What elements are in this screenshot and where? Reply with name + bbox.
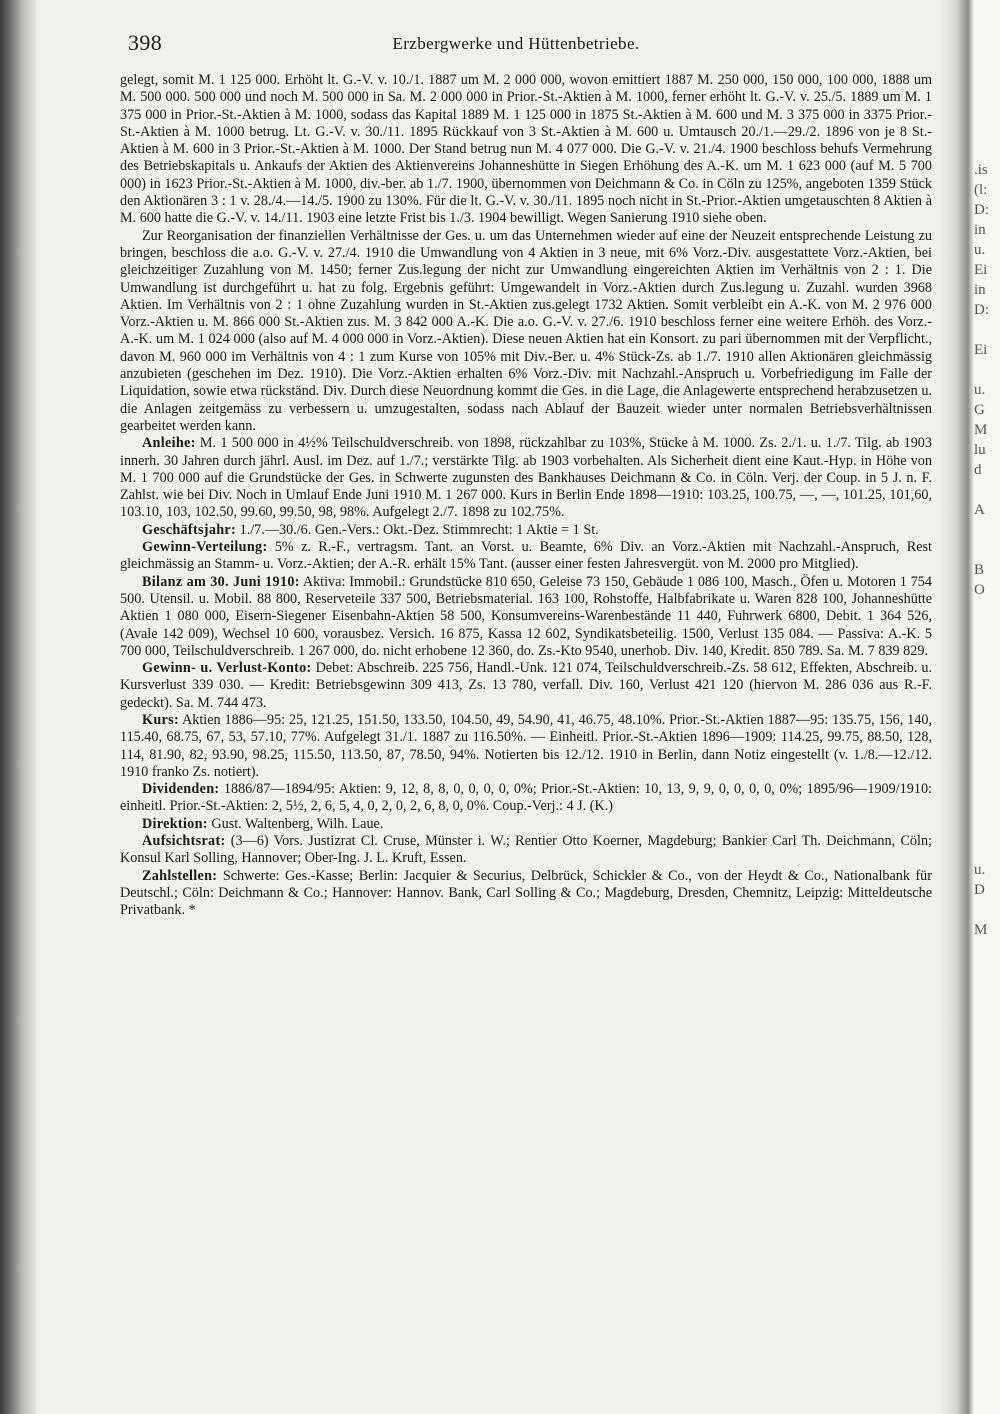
adjacent-page-edge — [938, 0, 1000, 1414]
paragraph-text: M. 1 500 000 in 4½% Teilschuldverschreib. von 1898, rückzahlbar zu 103%, Stücke à M. 1000. Zs. 2./1. u. 1./7. Tilg. ab 1903 innerh. 30 Jahren durch jährl. Ausl. im Dez. auf 1./7.; verstärkte Tilg. ab 1903 vorbehalten. Als Sicherheit dient eine Kaut.-Hyp. in Höhe von M. 1 700 000 auf die Grundstücke der Ges. in Schwerte zugunsten des Bankhauses Deichmann & Co. in Cöln. Verj. der Coup. in 5 J. n. F. Zahlst. wie bei Div. Noch in Umlauf Ende Juni 1910 M. 1 267 000. Kurs in Berlin Ende 1898—1910: 103.25, 100.75, —, —, 101.25, 101,60, 103.10, 103, 102.50, 99.60, 99.50, 98, 98%. Aufgelegt 2./7. 1898 zu 102.75%. — [120, 435, 932, 521]
paragraph-text: 5% z. R.-F., vertragsm. Tant. an Vorst. u. Beamte, 6% Div. an Vorz.-Aktien mit Nachzahl.-Anspruch, Rest gleichmässig an Stamm- u. Vorz.-Aktien; der A.-R. erhält 15% Tant. (ausser einer festen Jahresvergüt. von M. 2000 pro Mitglied). — [120, 539, 932, 573]
paragraph-text: Schwerte: Ges.-Kasse; Berlin: Jacquier & Securius, Delbrück, Schickler & Co., von der Heydt & Co., Nationalbank für Deutschl.; Cöln: Deichmann & Co.; Hannover: Hannov. Bank, Carl Solling & Co.; Magdeburg, Dresden, Chemnitz, Leipzig: Mitteldeutsche Privatbank. * — [120, 867, 932, 919]
section-heading: Aufsichtsrat: — [142, 833, 226, 850]
section-heading: Zahlstellen: — [142, 867, 218, 884]
paragraph — [120, 539, 932, 574]
paragraph-text: Aktien 1886—95: 25, 121.25, 151.50, 133.50, 104.50, 49, 54.90, 41, 46.75, 48.10%. Prior.-St.-Aktien 1887—95: 135.75, 156, 140, 115.40, 68.75, 67, 53, 57.10, 77%. Aufgelegt 31./1. 1887 zu 116.50%. — Einheitl. Prior.-St.-Aktien 1896—1909: 114.25, 99.75, 88.50, 128, 114, 81.90, 82, 93.90, 98.25, 115.50, 113.50, 87, 78.50, 94%. Notierten bis 12./12. 1910 in Berlin, dann Notiz eingestellt (v. 1./8.—12./12. 1910 franko Zs. notiert). — [120, 711, 932, 780]
page-header — [100, 24, 932, 64]
section-heading: Gewinn-Verteilung: — [142, 539, 268, 556]
paragraph — [120, 781, 932, 816]
paragraph — [120, 868, 932, 920]
paragraph — [120, 72, 932, 228]
paragraph — [120, 833, 932, 868]
paragraph — [120, 228, 932, 436]
paragraph — [120, 522, 932, 539]
paragraph-text: (3—6) Vors. Justizrat Cl. Cruse, Münster i. W.; Rentier Otto Koerner, Magdeburg; Bankier Carl Th. Deichmann, Cöln; Konsul Karl Solling, Hannover; Ober-Ing. J. L. Kruft, Essen. — [120, 833, 932, 867]
running-title: Erzbergwerke und Hüttenbetriebe. — [392, 34, 640, 53]
paragraph-text: Gust. Waltenberg, Wilh. Laue. — [207, 815, 384, 832]
paragraph-text: 1./7.—30./6. Gen.-Vers.: Okt.-Dez. Stimmrecht: 1 Aktie = 1 St. — [236, 521, 599, 538]
section-heading: Gewinn- u. Verlust-Konto: — [142, 660, 312, 677]
paragraph — [120, 660, 932, 712]
paragraph-text: Zur Reorganisation der finanziellen Verhältnisse der Ges. u. um das Unternehmen wieder auf eine der Neuzeit entsprechende Leistung zu bringen, beschloss die a.o. G.-V. v. 27./4. 1910 die Umwandlung von 4 Aktien in 3 neue, mit 6% Vorz.-Div. ausgestattete Vorz.-Aktien, bei gleichzeitiger Zuzahlung von M. 1450; ferner Zus.legung der nicht zur Umwandlung eingereichten Aktien im Verhältnis von 2 : 1. Die Umwandlung ist durchgeführt u. hat zu folg. Ergebnis geführt: Umgewandelt in Vorz.-Aktien durch Zus.legung u. Zuzahl. wurden 3968 Aktien. Im Verhältnis von 2 : 1 ohne Zuzahlung wurden in St.-Aktien zus.gelegt 1732 Aktien. Somit verbleibt ein A.-K. von M. 2 976 000 Vorz.-Aktien u. M. 866 000 St.-Aktien zus. M. 3 842 000 A.-K. Die a.o. G.-V. v. 27./6. 1910 beschloss ferner eine weitere Erhöh. des Vorz.-A.-K. um M. 1 024 000 (also auf M. 4 000 000 in Vorz.-Aktien). Diese neuen Aktien hat ein Konsort. zu pari übernommen mit der Verpflicht., davon M. 960 000 im Verhältnis von 4 : 1 zum Kurse von 105% mit Div.-Ber. u. 4% Stück-Zs. ab 1./7. 1910 allen Aktionären gleichmässig anzubieten (geschehen im Dez. 1910). Die Vorz.-Aktien erhalten 6% Vorz.-Div. mit Nachzahl.-Anspruch u. Vorbefriedigung im Falle der Liquidation, sowie etwa rückständ. Div. Durch diese Neuordnung kommt die Ges. in die Lage, die Anlagewerte entsprechend herabzusetzen u. die Anlagen zeitgemäss zu verbessern u. umzugestalten, sodass nach Ablauf der Bauzeit wieder unter normalen Betriebsverhältnissen gearbeitet werden kann. — [120, 227, 932, 434]
book-binding-shadow — [0, 0, 36, 1414]
document-page — [100, 24, 932, 919]
paragraph-text: Debet: Abschreib. 225 756, Handl.-Unk. 121 074, Teilschuldverschreib.-Zs. 58 612, Effekten, Abschreib. u. Kursverlust 339 030. — Kredit: Betriebsgewinn 309 413, Zs. 13 780, verfall. Div. 160, Verlust 421 120 (hiervon M. 286 036 aus R.-F. gedeckt). Sa. M. 744 473. — [120, 660, 932, 711]
page-body — [120, 72, 932, 920]
paragraph — [120, 435, 932, 521]
paragraph — [120, 712, 932, 781]
paragraph — [120, 816, 932, 833]
paragraph — [120, 574, 932, 660]
paragraph-text: 1886/87—1894/95: Aktien: 9, 12, 8, 8, 0, 0, 0, 0, 0%; Prior.-St.-Aktien: 10, 13, 9, 9, 0, 0, 0, 0, 0%; 1895/96—1909/1910: einheitl. Prior.-St.-Aktien: 2, 5½, 2, 6, 5, 4, 0, 2, 0, 2, 6, 8, 0, 0%. Coup.-Verj.: 4 J. (K.) — [120, 781, 932, 815]
paragraph-text: gelegt, somit M. 1 125 000. Erhöht lt. G.-V. v. 10./1. 1887 um M. 2 000 000, wovon emittiert 1887 M. 250 000, 150 000, 100 000, 1888 um M. 500 000. 500 000 und noch M. 500 000 in Sa. M. 2 000 000 in Prior.-St.-Aktien à M. 1000, ferner erhöht lt. G.-V. v. 25./5. 1889 um M. 1 375 000 in Prior.-St.-Aktien à M. 1000, sodass das Kapital 1889 M. 1 125 000 in 1875 St.-Aktien à M. 600 und M. 3 375 000 in 3375 Prior.-St.-Aktien à M. 1000 betrug. Lt. G.-V. v. 30./11. 1895 Rückkauf von 3 St.-Aktien à M. 600 u. Umtausch 20./1.—29./2. 1896 von je 8 St.-Aktien à M. 600 in 3 Prior.-St.-Aktien à M. 1000. Der Stand betrug nun M. 4 077 000. Die G.-V. v. 21./4. 1900 beschloss behufs Vermehrung des Betriebskapitals u. Ankaufs der Aktien des Aktienvereins Johanneshütte in Siegen Erhöhung des A.-K. um M. 1 623 000 (auf M. 5 700 000) in 1623 Prior.-St.-Aktien à M. 1000, div.-ber. ab 1./7. 1900, übernommen von Deichmann & Co. in Cöln zu 125%, angeboten 1359 Stück den Aktionären 3 : 1 v. 28./4.—14./5. 1900 zu 130%. Für die lt. G.-V. v. 30./11. 1895 noch nicht in St.-Prior.-Aktien umgetauschten 8 Aktien à M. 600 hatte die G.-V. v. 14./11. 1903 eine letzte Frist bis 1./3. 1904 bewilligt. Wegen Sanierung 1910 siehe oben. — [120, 72, 932, 227]
section-heading: Kurs: — [142, 711, 179, 728]
page-number: 398 — [128, 30, 163, 55]
section-heading: Geschäftsjahr: — [142, 521, 237, 538]
section-heading: Anleihe: — [142, 435, 196, 452]
adjacent-page-glyphs: .is (l: D: in u. Ei in D: Ei u. G M lu d A B O u. D M — [974, 162, 989, 938]
section-heading: Dividenden: — [142, 781, 220, 798]
paragraph-text: Aktiva: Immobil.: Grundstücke 810 650, Geleise 73 150, Gebäude 1 086 100, Masch., Öfen u. Motoren 1 754 500. Utensil. u. Mobil. 88 800, Reserveteile 337 500, Betriebsmaterial. 163 100, Rohstoffe, Halbfabrikate u. Waren 828 100, Johanneshütte Aktien 1 080 000, Eisern-Siegener Eisenbahn-Aktien 58 500, Konsumvereins-Warenbestände 11 440, Fuhrwerk 6800, Debit. 1 364 526, (Avale 142 009), Wechsel 10 600, vorausbez. Versich. 16 875, Kassa 12 602, Syndikatsbeteilig. 1500, Verlust 135 084. — Passiva: A.-K. 5 700 000, Teilschuldverschreib. 1 267 000, do. nicht erhobene 12 360, do. Zs.-Kto 9540, unerhob. Div. 140, Kredit. 850 789. Sa. M. 7 839 829. — [120, 573, 932, 659]
section-heading: Bilanz am 30. Juni 1910: — [142, 573, 300, 590]
section-heading: Direktion: — [142, 815, 208, 832]
